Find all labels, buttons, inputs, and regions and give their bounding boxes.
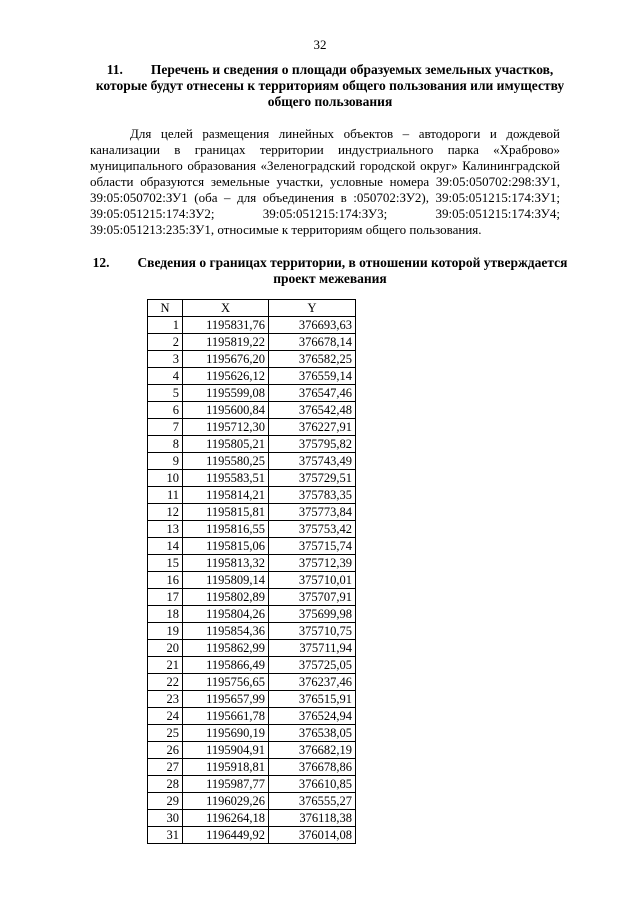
cell-x: 1195657,99	[183, 691, 269, 708]
cell-x: 1195819,22	[183, 334, 269, 351]
cell-x: 1195918,81	[183, 759, 269, 776]
table-row	[148, 657, 356, 674]
cell-y: 376693,63	[269, 317, 356, 334]
cell-n: 29	[148, 793, 183, 810]
cell-x: 1195815,06	[183, 538, 269, 555]
cell-x: 1195661,78	[183, 708, 269, 725]
table-row	[148, 776, 356, 793]
cell-y: 375699,98	[269, 606, 356, 623]
cell-y: 376542,48	[269, 402, 356, 419]
table-header-row	[148, 300, 356, 317]
cell-n: 26	[148, 742, 183, 759]
table-row	[148, 742, 356, 759]
section-11-heading	[90, 62, 570, 110]
cell-y: 375715,74	[269, 538, 356, 555]
cell-n: 23	[148, 691, 183, 708]
table-row	[148, 419, 356, 436]
cell-n: 30	[148, 810, 183, 827]
cell-n: 14	[148, 538, 183, 555]
cell-x: 1195814,21	[183, 487, 269, 504]
cell-n: 25	[148, 725, 183, 742]
cell-y: 376610,85	[269, 776, 356, 793]
cell-y: 375795,82	[269, 436, 356, 453]
cell-x: 1196029,26	[183, 793, 269, 810]
cell-x: 1195831,76	[183, 317, 269, 334]
cell-x: 1195854,36	[183, 623, 269, 640]
cell-n: 19	[148, 623, 183, 640]
cell-x: 1195600,84	[183, 402, 269, 419]
cell-n: 7	[148, 419, 183, 436]
cell-n: 12	[148, 504, 183, 521]
cell-n: 11	[148, 487, 183, 504]
table-row	[148, 487, 356, 504]
cell-y: 376515,91	[269, 691, 356, 708]
table-row	[148, 725, 356, 742]
cell-n: 8	[148, 436, 183, 453]
table-row	[148, 334, 356, 351]
cell-x: 1195580,25	[183, 453, 269, 470]
cell-n: 3	[148, 351, 183, 368]
table-row	[148, 317, 356, 334]
cell-x: 1195805,21	[183, 436, 269, 453]
cell-y: 376547,46	[269, 385, 356, 402]
cell-y: 376582,25	[269, 351, 356, 368]
cell-y: 376555,27	[269, 793, 356, 810]
cell-n: 15	[148, 555, 183, 572]
table-row	[148, 827, 356, 844]
cell-n: 24	[148, 708, 183, 725]
cell-x: 1195583,51	[183, 470, 269, 487]
cell-y: 375711,94	[269, 640, 356, 657]
cell-n: 21	[148, 657, 183, 674]
cell-y: 376678,86	[269, 759, 356, 776]
cell-y: 375710,01	[269, 572, 356, 589]
cell-x: 1195676,20	[183, 351, 269, 368]
cell-n: 1	[148, 317, 183, 334]
cell-x: 1195802,89	[183, 589, 269, 606]
table-row	[148, 589, 356, 606]
table-row	[148, 810, 356, 827]
table-row	[148, 436, 356, 453]
column-header-x: X	[183, 300, 269, 317]
cell-x: 1195815,81	[183, 504, 269, 521]
table-row	[148, 555, 356, 572]
cell-n: 10	[148, 470, 183, 487]
table-row	[148, 385, 356, 402]
cell-y: 376678,14	[269, 334, 356, 351]
cell-x: 1195804,26	[183, 606, 269, 623]
cell-x: 1195816,55	[183, 521, 269, 538]
cell-y: 375783,35	[269, 487, 356, 504]
column-header-n: N	[148, 300, 183, 317]
table-row	[148, 674, 356, 691]
cell-y: 376682,19	[269, 742, 356, 759]
table-body	[148, 317, 356, 844]
cell-y: 375743,49	[269, 453, 356, 470]
cell-y: 375710,75	[269, 623, 356, 640]
table-row	[148, 708, 356, 725]
body-paragraph: Для целей размещения линейных объектов – автодороги и дождевой канализации в границах территории индустриального парка «Храброво» муниципального образования «Зеленоградский городской округ» Калининградской области образуются земельные участки, условные номера 39:05:050702:298:ЗУ1, 39:05:050702:ЗУ1 (оба – для объединения в :050702:ЗУ2), 39:05:051215:174:ЗУ1; 39:05:051215:174:ЗУ2; 39:05:051215:174:ЗУ3; 39:05:051215:174:ЗУ4; 39:05:051213:235:ЗУ1, относимые к территориям общего пользования.	[90, 126, 560, 237]
table-row	[148, 368, 356, 385]
cell-n: 22	[148, 674, 183, 691]
cell-x: 1196449,92	[183, 827, 269, 844]
table-row	[148, 572, 356, 589]
table-row	[148, 351, 356, 368]
page-number: 32	[313, 37, 327, 52]
cell-x: 1195862,99	[183, 640, 269, 657]
section-number: 11.	[106, 62, 123, 77]
cell-x: 1195756,65	[183, 674, 269, 691]
cell-x: 1195712,30	[183, 419, 269, 436]
section-title: Перечень и сведения о площади образуемых земельных участков, которые будут отнесены к территориям общего пользования или имуществу общего пользования	[95, 62, 565, 109]
cell-x: 1195809,14	[183, 572, 269, 589]
cell-n: 20	[148, 640, 183, 657]
section-title: Сведения о границах территории, в отношении которой утверждается проект межевания	[137, 255, 568, 286]
cell-n: 5	[148, 385, 183, 402]
cell-n: 13	[148, 521, 183, 538]
table-row	[148, 793, 356, 810]
cell-n: 6	[148, 402, 183, 419]
column-header-y: Y	[269, 300, 356, 317]
cell-n: 18	[148, 606, 183, 623]
cell-n: 27	[148, 759, 183, 776]
cell-x: 1195904,91	[183, 742, 269, 759]
cell-y: 376227,91	[269, 419, 356, 436]
cell-n: 17	[148, 589, 183, 606]
cell-n: 16	[148, 572, 183, 589]
cell-y: 376524,94	[269, 708, 356, 725]
cell-n: 28	[148, 776, 183, 793]
cell-y: 376118,38	[269, 810, 356, 827]
coordinates-table	[147, 299, 356, 844]
cell-x: 1196264,18	[183, 810, 269, 827]
cell-y: 376014,08	[269, 827, 356, 844]
cell-n: 4	[148, 368, 183, 385]
table-row	[148, 640, 356, 657]
table-row	[148, 691, 356, 708]
cell-y: 375753,42	[269, 521, 356, 538]
cell-y: 376237,46	[269, 674, 356, 691]
table-row	[148, 470, 356, 487]
table-row	[148, 453, 356, 470]
cell-n: 2	[148, 334, 183, 351]
cell-x: 1195599,08	[183, 385, 269, 402]
table-row	[148, 759, 356, 776]
cell-x: 1195866,49	[183, 657, 269, 674]
section-12-heading	[90, 255, 570, 287]
cell-n: 9	[148, 453, 183, 470]
cell-y: 376538,05	[269, 725, 356, 742]
table-row	[148, 538, 356, 555]
section-number: 12.	[92, 255, 110, 270]
cell-n: 31	[148, 827, 183, 844]
cell-y: 375725,05	[269, 657, 356, 674]
table-row	[148, 504, 356, 521]
cell-x: 1195690,19	[183, 725, 269, 742]
table-row	[148, 521, 356, 538]
cell-x: 1195626,12	[183, 368, 269, 385]
cell-y: 375773,84	[269, 504, 356, 521]
cell-y: 376559,14	[269, 368, 356, 385]
table-row	[148, 606, 356, 623]
cell-x: 1195813,32	[183, 555, 269, 572]
cell-y: 375712,39	[269, 555, 356, 572]
cell-x: 1195987,77	[183, 776, 269, 793]
cell-y: 375729,51	[269, 470, 356, 487]
cell-y: 375707,91	[269, 589, 356, 606]
table-row	[148, 623, 356, 640]
table-row	[148, 402, 356, 419]
